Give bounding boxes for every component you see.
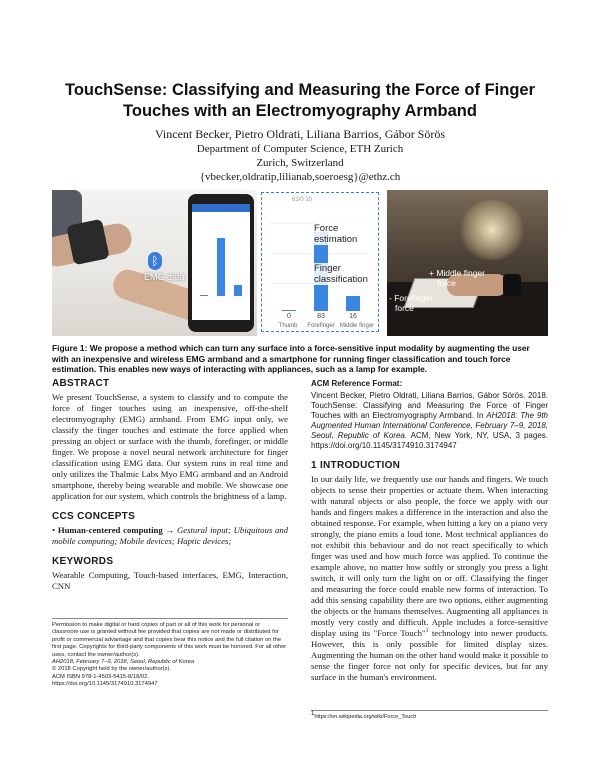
- permission-block: [52, 618, 288, 689]
- zoomed-screen-chart: [261, 192, 379, 332]
- value-forefinger: 83: [317, 313, 325, 320]
- emg-data-label: EMG data: [144, 272, 185, 282]
- category-forefinger: Forefinger: [307, 323, 335, 329]
- keywords-heading: KEYWORDS: [52, 556, 114, 567]
- bluetooth-icon: ᛒ: [148, 252, 162, 270]
- permission-notice: Permission to make digital or hard copies of part or all of this work for personal or classroom use is granted without fee provided that copies are not made or distributed for profit or commercial advantage and that copies bear this notice and the full citation on the first page. Copyrights for third-party components of this work must be honored. For all other uses, contact the owner/author(s).: [52, 622, 287, 658]
- intro-text-b: technology into newer products. However, this is only possible for limited display sizes. Augmenting the human on the other hand would make it possible to sense the finger force not only for specific devices, but for any surface in the human's environment.: [311, 628, 548, 682]
- zoom-header: 63/0 10: [292, 197, 313, 203]
- acm-ref-venue: AH2018: The 9th Augmented Human International Conference, February 7–9, 2018, Seoul, Republic of Korea.: [311, 411, 548, 440]
- caption-text: We propose a method which can turn any surface into a force-sensitive input modality by augmenting the user with an inexpensive and wireless EMG armband and a smartphone for running finger classification and touch force estimation. This enables new ways of interacting with appliances, such as a lamp for example.: [52, 343, 530, 375]
- author-block: [40, 128, 560, 185]
- ccs-bold: Human-centered computing: [57, 525, 163, 535]
- acm-reference-heading: ACM Reference Format:: [311, 379, 403, 388]
- caption-label: Figure 1:: [52, 343, 88, 353]
- conference-info: AH2018, February 7–9, 2018, Seoul, Republic of Korea: [52, 659, 195, 666]
- armband-right: [503, 274, 521, 296]
- ccs-heading: CCS CONCEPTS: [52, 511, 136, 522]
- middle-finger-force-label: [429, 268, 485, 288]
- author-emails: {vbecker,oldratip,lilianab,soeroesg}@ethz.ch: [199, 171, 401, 183]
- doi-link[interactable]: https://doi.org/10.1145/3174910.3174947: [52, 681, 158, 688]
- bar-middle-finger: [346, 296, 360, 311]
- phone-screen: [192, 204, 250, 320]
- footnote-number: 1: [311, 711, 315, 718]
- intro-text-a: In our daily life, we frequently use our hands and fingers. We touch objects to sense their properties or actuate them. When interacting with natural objects or also people, the force we apply with our hands and fingers makes a difference in the interaction and also the obtained response. For example, when hitting a key on a piano very strongly, the piano emits a loud tone. Most technical appliances do not exhibit this behaviour and do not react specifically to which finger was used and how much force was applied. To continue the example above, no matter how softly or strongly you press a light switch, it will only turn the light on or off. Classifying the finger and measuring the force could enable new forms of interaction. To add this sensing capability there are two options, either augmenting the objects or the humans themselves. Augmenting all appliances is mostly very costly and difficult. Apple includes a force-sensitive display using its "Force Touch": [311, 474, 548, 638]
- ccs-arrow: →: [162, 525, 177, 535]
- forefinger-label-line2: force: [395, 303, 414, 313]
- smartphone: [188, 194, 254, 332]
- ccs-italic: Gestural input; Ubiquitous and mobile computing; Mobile devices; Haptic devices;: [52, 525, 289, 546]
- keywords-text: Wearable Computing, Touch-based interfaces, EMG, Interaction, CNN: [52, 570, 288, 591]
- acm-reference-section: [311, 378, 548, 451]
- title-line-1: TouchSense: Classifying and Measuring the Force of Finger: [64, 81, 536, 99]
- left-column: [52, 378, 288, 601]
- keywords-section: [52, 556, 288, 592]
- introduction-section: [311, 460, 548, 683]
- footnote-mark[interactable]: 1: [425, 628, 429, 635]
- bar-thumb: [282, 310, 296, 311]
- value-thumb: 0: [287, 313, 291, 320]
- acm-ref-part-a: Vincent Becker, Pietro Oldrati, Liliana Barrios, Gábor Sörös. 2018. TouchSense: Classifying and Measuring the Force of Finger Touches with an Electromyography Armband. In: [311, 391, 548, 420]
- location: Zurich, Switzerland: [256, 157, 344, 169]
- title-line-2: Touches with an Electromyography Armband: [123, 102, 477, 120]
- lamp-glow: [457, 200, 527, 260]
- acm-ref-part-b: ACM, New York, NY, USA, 3 pages. https://doi.org/10.1145/3174910.3174947: [311, 431, 549, 450]
- forefinger-force-label: [389, 293, 433, 313]
- phone-bar-forefinger: [217, 238, 225, 296]
- introduction-heading: 1 INTRODUCTION: [311, 460, 401, 471]
- phone-bar-middle: [234, 285, 242, 296]
- copyright: © 2018 Copyright held by the owner/author(s).: [52, 666, 171, 673]
- abstract-text: We present TouchSense, a system to classify and to compute the force of finger touches using an inexpensive, off-the-shelf electromyography (EMG) armband. From EMG input only, we classify the finger touches and estimate the force applied when pressing an object or surface with the thumb, forefinger, or middle finger. We propose a novel neural network architecture for finger classification using EMG data. Our system runs in real time and only utilizes the Thalmic Labs Myo EMG armband and an Android smartphone, thereby being wearable and mobile. We showcase one application for our system, which controls the brightness of a lamp.: [52, 392, 288, 501]
- figure-photo-armband: [52, 190, 257, 336]
- isbn: ACM ISBN 978-1-4503-5415-8/18/02.: [52, 673, 149, 680]
- finger-classification-label: Finger classification: [314, 263, 378, 285]
- figure-caption: [52, 343, 548, 375]
- introduction-text: [311, 474, 548, 683]
- affiliation: Department of Computer Science, ETH Zurich: [196, 143, 404, 155]
- ccs-text: [52, 525, 288, 547]
- ccs-bullet: •: [52, 525, 58, 535]
- ccs-section: [52, 511, 288, 547]
- right-column: [311, 378, 548, 692]
- abstract-heading: ABSTRACT: [52, 378, 110, 389]
- abstract-section: [52, 378, 288, 502]
- paper-title: [40, 80, 560, 122]
- category-middle-finger: Middle finger: [339, 323, 375, 329]
- acm-reference-text: [311, 391, 548, 451]
- footnote: [311, 710, 548, 720]
- middle-label-line2: force: [437, 278, 456, 288]
- value-middle-finger: 16: [349, 313, 357, 320]
- figure-photo-lamp: [387, 190, 548, 336]
- force-estimation-label: Force estimation: [314, 223, 374, 245]
- footnote-url[interactable]: https://en.wikipedia.org/wiki/Force_Touch: [314, 714, 417, 720]
- middle-label-line1: + Middle finger: [429, 268, 485, 278]
- phone-bar-thumb: [200, 295, 208, 296]
- author-names: Vincent Becker, Pietro Oldrati, Liliana Barrios, Gábor Sörös: [154, 127, 446, 141]
- phone-app-bar: [192, 204, 250, 212]
- forefinger-label-line1: - Forefinger: [389, 293, 433, 303]
- category-thumb: Thumb: [278, 323, 298, 329]
- teaser-figure: [52, 190, 548, 336]
